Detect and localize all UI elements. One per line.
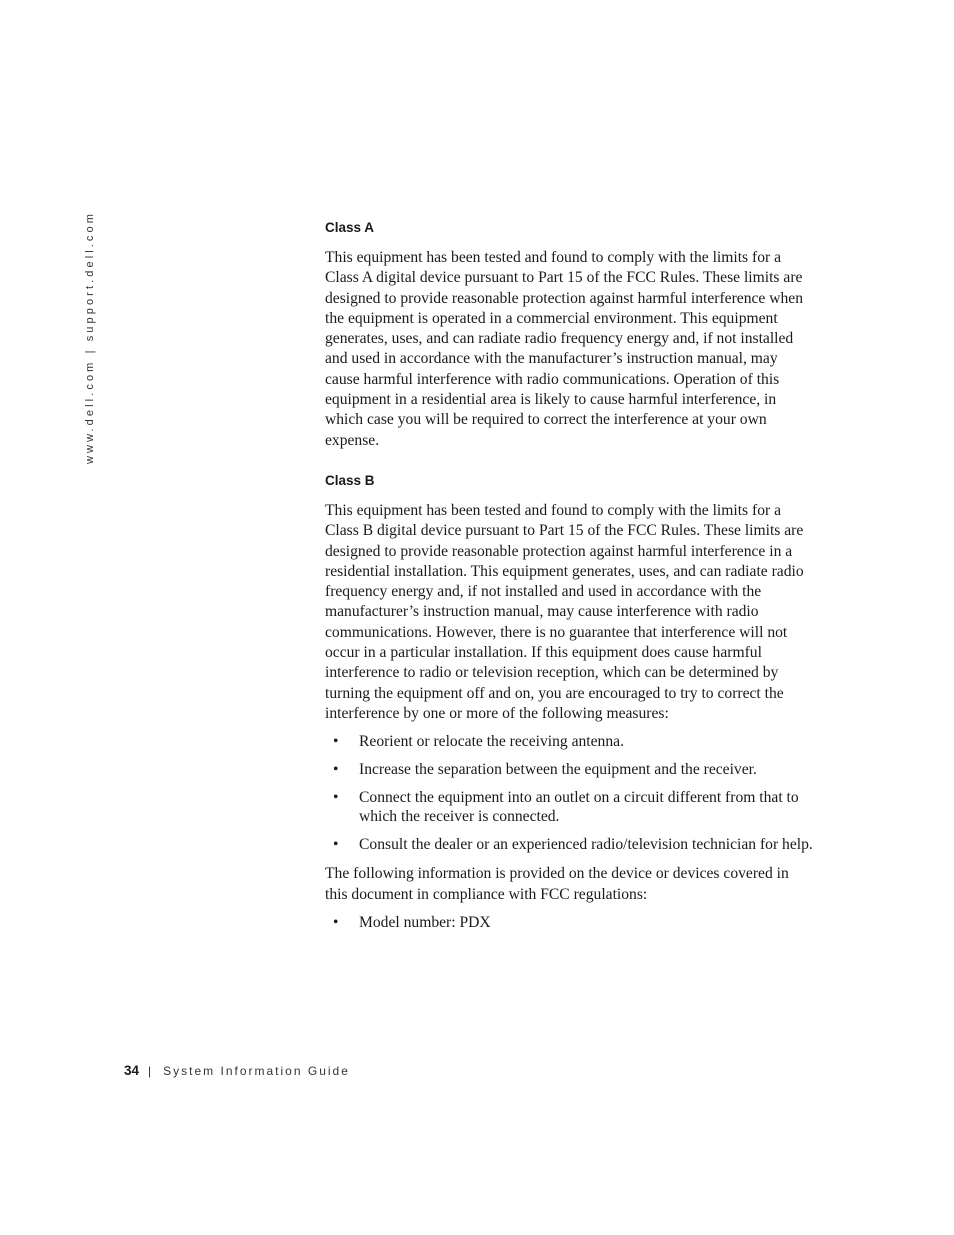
bullet-icon: • <box>333 913 339 931</box>
bullet-icon: • <box>333 733 339 751</box>
info-paragraph: The following information is provided on the device or devices covered in this document in compliance with FCC regulations: <box>325 865 789 903</box>
list-item: • Consult the dealer or an experienced radio/television technician for help. <box>333 836 813 854</box>
bullet-icon: • <box>333 761 339 779</box>
page-number: 34 <box>124 1063 140 1078</box>
class-b-paragraph: This equipment has been tested and found to comply with the limits for a Class B digital device pursuant to Part 15 of the FCC Rules. These limits are designed to provide reasonable protection against harmful interference in a residential installation. This equipment generates, uses, and can radiate radio frequency energy and, if not installed and used in accordance with the manufacturer’s instruction manual, may cause interference with radio communications. However, there is no guarantee that interference will not occur in a particular installation. If this equipment does cause harmful interference to radio or television reception, which can be determined by turning the equipment off and on, you are encouraged to try to correct the interference by one or more of the following measures: <box>325 501 804 722</box>
class-a-paragraph: This equipment has been tested and found to comply with the limits for a Class A digital device pursuant to Part 15 of the FCC Rules. These limits are designed to provide reasonable protection against harmful interference when the equipment is operated in a commercial environment. This equipment generates, uses, and can radiate radio frequency energy and, if not installed and used in accordance with the manufacturer’s instruction manual, may cause harmful interference with radio communications. Operation of this equipment in a residential area is likely to cause harmful interference, in which case you will be required to correct the interference at your own expense. <box>325 249 804 449</box>
list-item: • Increase the separation between the equipment and the receiver. <box>333 761 757 779</box>
list-item: • Model number: PDX <box>333 913 491 931</box>
bullet-icon: • <box>333 836 339 854</box>
list-item: • Connect the equipment into an outlet on a circuit different from that to which the receiver is connected. <box>333 789 799 826</box>
bullet-icon: • <box>333 789 339 807</box>
footer-separator: | <box>148 1064 152 1078</box>
model-list <box>325 914 815 933</box>
page-footer <box>124 1062 350 1080</box>
guide-title: System Information Guide <box>163 1064 350 1078</box>
list-item: • Reorient or relocate the receiving antenna. <box>333 733 624 751</box>
main-content <box>325 218 815 942</box>
class-b-heading: Class B <box>325 472 375 488</box>
class-a-heading: Class A <box>325 220 375 235</box>
side-url-text: www.dell.com | support.dell.com <box>84 210 96 464</box>
measures-list <box>325 733 815 854</box>
